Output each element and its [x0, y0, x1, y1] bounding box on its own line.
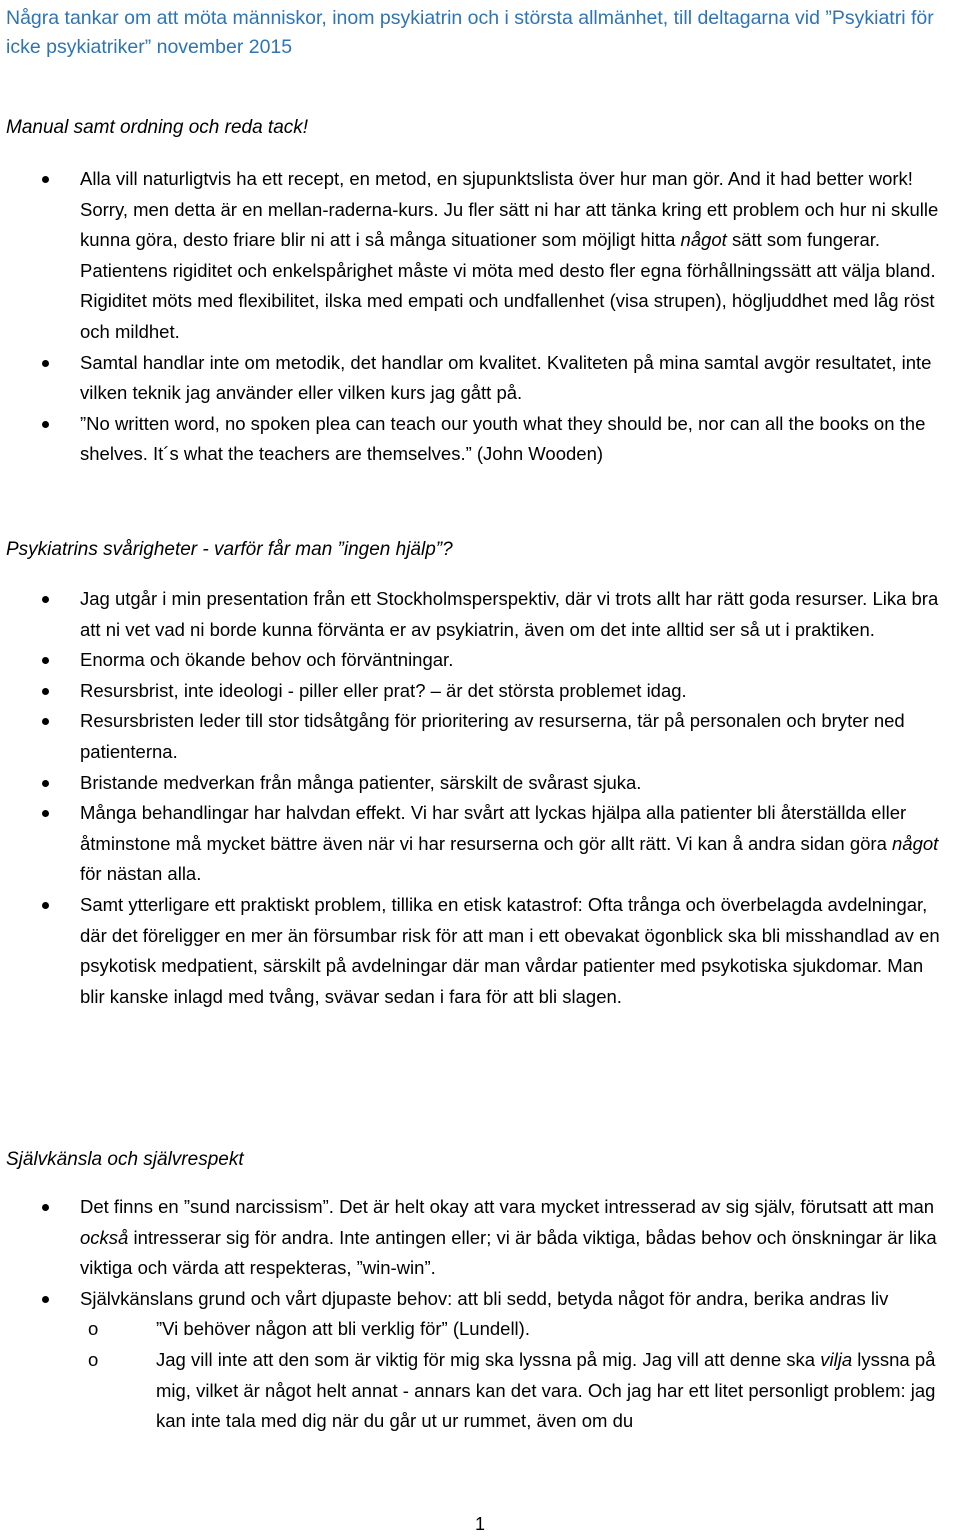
bullet-icon — [42, 688, 49, 695]
document-title: Några tankar om att möta människor, inom psykiatrin och i största allmänhet, till deltagarna vid ”Psykiatri för icke psykiatriker” november 2015 — [6, 7, 934, 58]
bullet-icon — [42, 902, 49, 909]
section-heading-manual: Manual samt ordning och reda tack! — [6, 117, 309, 138]
list-item: Självkänslans grund och vårt djupaste behov: att bli sedd, betyda något för andra, berika andras liv o ”Vi behöver någon att bli verklig för” (Lundell). o Jag vill inte att den som är viktig för mig ska lyssna på mig. Jag vill att denne ska vilja lyssna på mig, vilket är något helt annat - annars kan det vara. Och jag har ett litet personligt problem: jag kan inte tala med dig när du går ut ur rummet, även om du — [0, 1284, 950, 1437]
page-number: 1 — [474, 1514, 485, 1534]
section-heading-svarigheter: Psykiatrins svårigheter - varför får man ”ingen hjälp”? — [6, 539, 453, 560]
circle-bullet-icon: o — [88, 1348, 99, 1370]
sub-list — [80, 1314, 950, 1436]
list-item: Resursbrist, inte ideologi - piller eller prat? – är det största problemet idag. — [0, 676, 950, 707]
list-item: Bristande medverkan från många patienter, särskilt de svårast sjuka. — [0, 768, 950, 799]
list-item: Jag utgår i min presentation från ett Stockholmsperspektiv, där vi trots allt har rätt goda resurser. Lika bra att ni vet vad ni borde kunna förvänta er av psykiatrin, även om det inte alltid ser så ut i praktiken. — [0, 584, 950, 645]
bullet-list-svarigheter — [0, 584, 950, 1012]
bullet-icon — [42, 718, 49, 725]
list-item: Många behandlingar har halvdan effekt. Vi har svårt att lyckas hjälpa alla patienter bli återställda eller åtminstone må mycket bättre även när vi har resurserna och gör allt rätt. Vi kan å andra sidan göra något för nästan alla. — [0, 798, 950, 890]
list-item: Samtal handlar inte om metodik, det handlar om kvalitet. Kvaliteten på mina samtal avgör resultatet, inte vilken teknik jag använder eller vilken kurs jag gått på. — [0, 348, 950, 409]
bullet-icon — [42, 780, 49, 787]
sub-list-item: o ”Vi behöver någon att bli verklig för” (Lundell). — [0, 1314, 950, 1345]
list-item: Enorma och ökande behov och förväntningar. — [0, 645, 950, 676]
list-item: Det finns en ”sund narcissism”. Det är helt okay att vara mycket intresserad av sig själv, förutsatt att man också intresserar sig för andra. Inte antingen eller; vi är båda viktiga, bådas behov och önskningar är lika viktiga och värda att respekteras, ”win-win”. — [0, 1192, 950, 1284]
list-item: Resursbristen leder till stor tidsåtgång för prioritering av resurserna, tär på personalen och bryter ned patienterna. — [0, 706, 950, 767]
bullet-icon — [42, 810, 49, 817]
bullet-icon — [42, 421, 49, 428]
bullet-icon — [42, 596, 49, 603]
circle-bullet-icon: o — [88, 1318, 99, 1340]
bullet-list-manual — [0, 164, 950, 470]
bullet-icon — [42, 360, 49, 367]
list-item: Alla vill naturligtvis ha ett recept, en metod, en sjupunktslista över hur man gör. And it had better work! Sorry, men detta är en mellan-raderna-kurs. Ju fler sätt ni har att tänka kring ett problem och hur ni skulle kunna göra, desto friare blir ni att i så många situationer som möjligt hitta något sätt som fungerar. Patientens rigiditet och enkelspårighet måste vi möta med desto fler egna förhållningssätt att välja bland. Rigiditet möts med flexibilitet, ilska med empati och undfallenhet (visa strupen), högljuddhet med låg röst och mildhet. — [0, 164, 950, 348]
section-heading-sjalvkansla: Självkänsla och självrespekt — [6, 1149, 244, 1170]
list-item: ”No written word, no spoken plea can teach our youth what they should be, nor can all the books on the shelves. It´s what the teachers are themselves.” (John Wooden) — [0, 409, 950, 470]
bullet-icon — [42, 1296, 49, 1303]
list-item: Samt ytterligare ett praktiskt problem, tillika en etisk katastrof: Ofta trånga och överbelagda avdelningar, där det föreligger en mer än försumbar risk för att man i ett obevakat ögonblick ska bli misshandlad av en psykotisk medpatient, särskilt på avdelningar där man vårdar patienter med psykotiska sjukdomar. Man blir kanske inlagd med tvång, svävar sedan i fara för att bli slagen. — [0, 890, 950, 1012]
bullet-list-sjalvkansla — [0, 1192, 950, 1437]
bullet-icon — [42, 657, 49, 664]
bullet-icon — [42, 1204, 49, 1211]
bullet-icon — [42, 176, 49, 183]
sub-list-item: o Jag vill inte att den som är viktig för mig ska lyssna på mig. Jag vill att denne ska vilja lyssna på mig, vilket är något helt annat - annars kan det vara. Och jag har ett litet personligt problem: jag kan inte tala med dig när du går ut ur rummet, även om du — [0, 1345, 950, 1437]
